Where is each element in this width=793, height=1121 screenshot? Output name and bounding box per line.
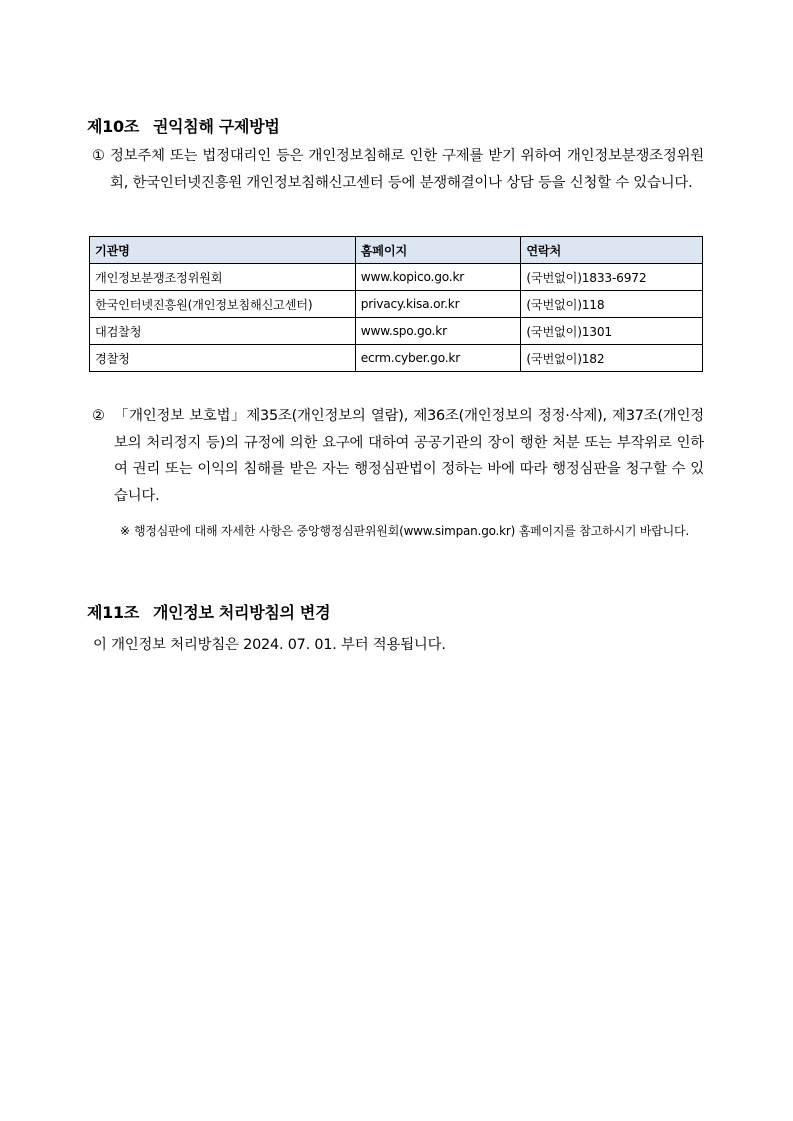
header-homepage: 홈페이지 <box>355 237 521 264</box>
administrative-appeal-note <box>120 519 704 544</box>
section-10-item-2 <box>92 403 704 509</box>
section-11-number: 제11조 <box>87 603 139 622</box>
agency-name: 한국인터넷진흥원(개인정보침해신고센터) <box>90 291 356 318</box>
table-row <box>90 291 703 318</box>
agency-contact: (국번없이)118 <box>521 291 703 318</box>
note-marker: ※ <box>120 524 130 538</box>
item-1-marker: ① <box>92 148 105 164</box>
agency-contact: (국번없이)1301 <box>521 318 703 345</box>
table-row <box>90 264 703 291</box>
section-10-title: 권익침해 구제방법 <box>152 117 280 136</box>
effective-date-statement: 이 개인정보 처리방침은 2024. 07. 01. 부터 적용됩니다. <box>93 637 446 653</box>
header-contact: 연락처 <box>521 237 703 264</box>
item-1-text: 정보주체 또는 법정대리인 등은 개인정보침해로 인한 구제를 받기 위하여 개인정보분쟁조정위원회, 한국인터넷진흥원 개인정보침해신고센터 등에 분쟁해결이나 상담 등을 신청할 수 있습니다. <box>110 148 704 191</box>
header-agency: 기관명 <box>90 237 356 264</box>
section-11-title: 개인정보 처리방침의 변경 <box>152 603 331 622</box>
agency-name: 경찰청 <box>90 345 356 372</box>
item-2-marker: ② <box>92 408 105 424</box>
agency-name: 대검찰청 <box>90 318 356 345</box>
note-text: 행정심판에 대해 자세한 사항은 중앙행정심판위원회(www.simpan.go.kr) 홈페이지를 참고하시기 바랍니다. <box>134 524 690 538</box>
section-11-heading <box>87 600 330 623</box>
table-header-row <box>90 237 703 264</box>
agency-homepage: ecrm.cyber.go.kr <box>355 345 521 372</box>
section-10-item-1 <box>92 143 704 196</box>
agency-contact-table <box>89 236 703 372</box>
table-row <box>90 318 703 345</box>
section-10-heading <box>87 114 280 137</box>
item-2-text: 「개인정보 보호법」제35조(개인정보의 열람), 제36조(개인정보의 정정·삭제), 제37조(개인정보의 처리정지 등)의 규정에 의한 요구에 대하여 공공기관의 장이 행한 처분 또는 부작위로 인하여 권리 또는 이익의 침해를 받은 자는 행정심판법이 정하는 바에 따라 행정심판을 청구할 수 있습니다. <box>114 408 704 504</box>
agency-homepage: privacy.kisa.or.kr <box>355 291 521 318</box>
agency-homepage: www.spo.go.kr <box>355 318 521 345</box>
table-row <box>90 345 703 372</box>
agency-contact: (국번없이)182 <box>521 345 703 372</box>
agency-contact: (국번없이)1833-6972 <box>521 264 703 291</box>
agency-name: 개인정보분쟁조정위원회 <box>90 264 356 291</box>
agency-homepage: www.kopico.go.kr <box>355 264 521 291</box>
section-10-number: 제10조 <box>87 117 139 136</box>
